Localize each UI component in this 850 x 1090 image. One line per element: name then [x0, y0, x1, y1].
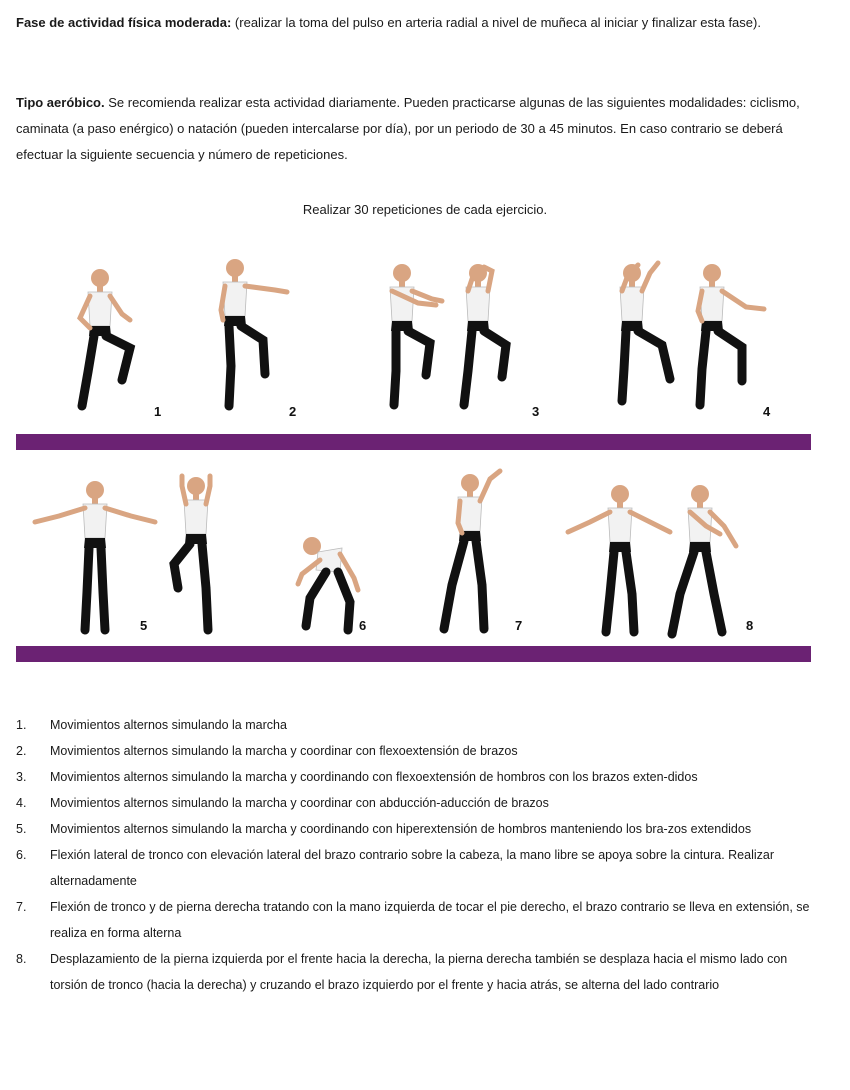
figure-label-1: 1 — [154, 404, 162, 419]
list-item — [16, 842, 816, 894]
list-item — [16, 764, 816, 790]
figure-label-4: 4 — [763, 404, 771, 419]
step-text: Movimientos alternos simulando la marcha y coordinar con abducción-aducción de brazos — [50, 796, 549, 810]
list-item — [16, 738, 816, 764]
exercise-figure-2 — [221, 259, 287, 406]
step-number: 2. — [16, 744, 27, 758]
step-text: Movimientos alternos simulando la marcha y coordinando con hiperextensión de hombros manteniendo los bra-zos extendidos — [50, 822, 752, 836]
exercise-figure-4a — [620, 263, 670, 401]
step-number: 4. — [16, 796, 27, 810]
intro-text: (realizar la toma del pulso en arteria radial a nivel de muñeca al iniciar y finalizar esta fase). — [231, 15, 761, 30]
exercise-figure-8a — [568, 485, 670, 632]
list-item — [16, 894, 816, 946]
step-text: Desplazamiento de la pierna izquierda por el frente hacia la derecha, la pierna derecha también se desplaza hacia el mismo lado con torsión de tronco (hacia la derecha) y cruzando el brazo izquierdo por el frente y hacia atrás, se alterna del lado contrario — [50, 952, 788, 992]
step-text: Flexión lateral de tronco con elevación lateral del brazo contrario sobre la cabeza, la mano libre se apoya sobre la cintura. Realizar alternadamente — [50, 848, 775, 888]
step-text: Flexión de tronco y de pierna derecha tratando con la mano izquierda de tocar el pie derecho, el brazo contrario se lleva en extensión, se realiza en forma alterna — [50, 900, 810, 940]
step-number: 5. — [16, 822, 27, 836]
step-number: 8. — [16, 952, 27, 966]
exercise-figure-8b — [672, 485, 736, 634]
exercise-figure-6 — [298, 537, 358, 630]
step-number: 1. — [16, 718, 27, 732]
divider-band-bottom — [16, 646, 811, 662]
figure-label-5: 5 — [140, 618, 148, 633]
step-number: 7. — [16, 900, 27, 914]
aerobic-heading: Tipo aeróbico. — [16, 95, 105, 110]
exercise-figure-3a — [390, 264, 442, 405]
exercise-figure-1 — [80, 269, 130, 406]
list-item — [16, 790, 816, 816]
figure-label-7: 7 — [515, 618, 523, 633]
repetitions-instruction: Realizar 30 repeticiones de cada ejercicio. — [302, 202, 548, 217]
figure-label-8: 8 — [746, 618, 754, 633]
step-text: Movimientos alternos simulando la marcha y coordinando con flexoextensión de hombros con los brazos exten-didos — [50, 770, 698, 784]
list-item — [16, 712, 816, 738]
exercise-steps-list — [16, 712, 816, 998]
step-number: 6. — [16, 848, 27, 862]
aerobic-text: Se recomienda realizar esta actividad diariamente. Pueden practicarse algunas de las siguientes modalidades: ciclismo, caminata (a paso enérgico) o natación (pueden intercalarse por día), por un periodo de 30 a 45 minutos. En caso contrario se deberá efectuar la siguiente secuencia y número de repeticiones. — [16, 95, 800, 162]
intro-heading: Fase de actividad física moderada: — [16, 15, 232, 30]
step-text: Movimientos alternos simulando la marcha — [50, 718, 287, 732]
exercise-figure-7 — [444, 471, 500, 629]
exercise-figure-4b — [698, 264, 764, 405]
exercise-figure-5a — [35, 481, 155, 630]
figure-label-6: 6 — [359, 618, 367, 633]
figure-label-2: 2 — [289, 404, 297, 419]
figure-label-3: 3 — [532, 404, 540, 419]
list-item — [16, 816, 816, 842]
step-number: 3. — [16, 770, 27, 784]
exercise-figure-5b — [174, 476, 210, 630]
exercise-figure-3b — [464, 264, 506, 405]
divider-band-top — [16, 434, 811, 450]
step-text: Movimientos alternos simulando la marcha y coordinar con flexoextensión de brazos — [50, 744, 518, 758]
list-item — [16, 946, 816, 998]
